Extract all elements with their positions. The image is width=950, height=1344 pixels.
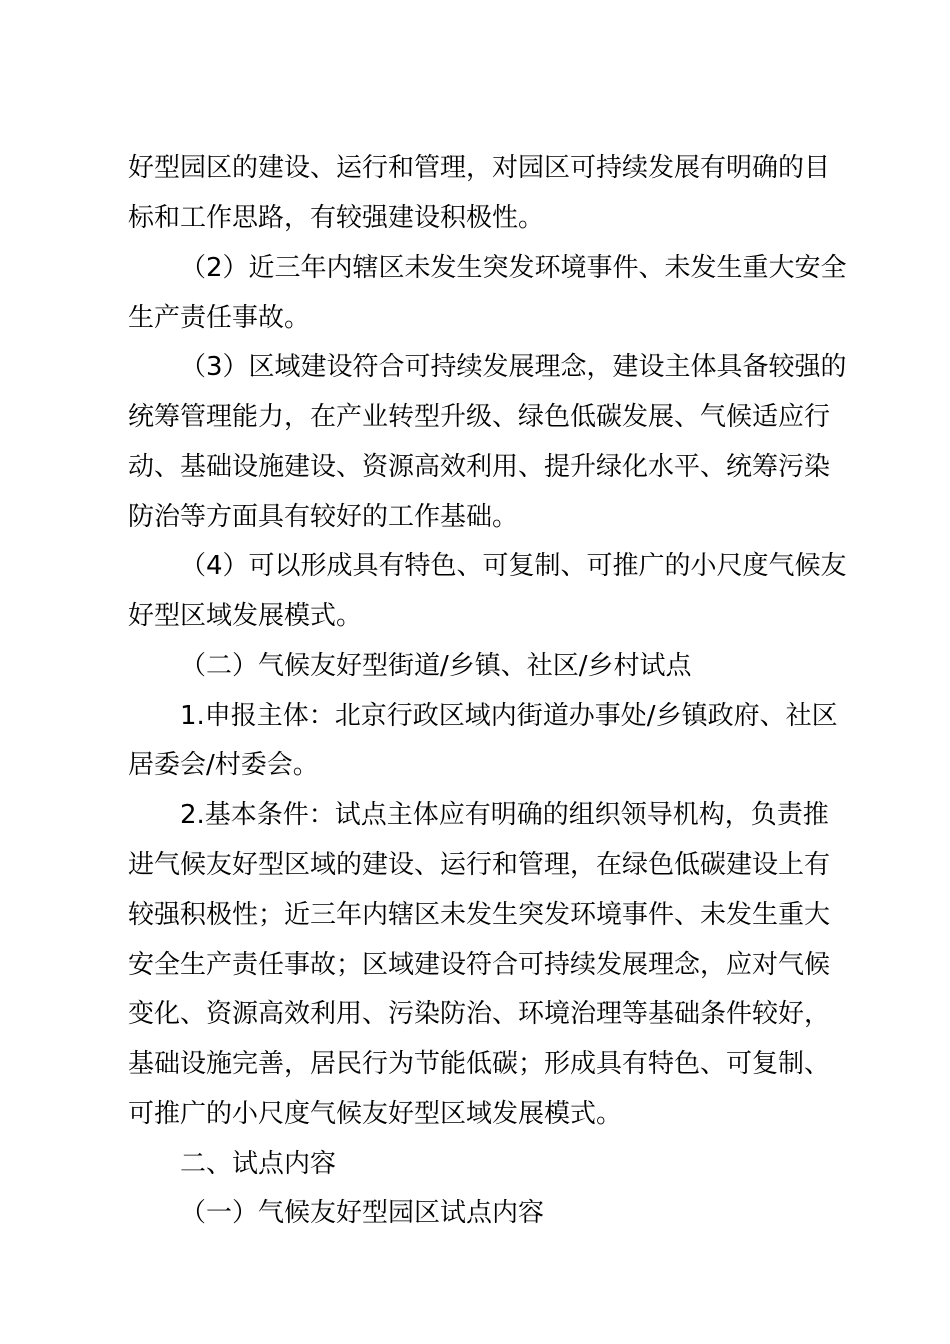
text-line: 居委会/村委会。	[128, 750, 319, 780]
text-line: （4）可以形成具有特色、可复制、可推广的小尺度气候友	[180, 551, 847, 581]
text-line: （二）气候友好型街道/乡镇、社区/乡村试点	[180, 651, 692, 681]
text-line: 标和工作思路，有较强建设积极性。	[128, 203, 545, 233]
subsection-heading: （一）气候友好型园区试点内容	[180, 1198, 545, 1228]
text-line: 1.申报主体：北京行政区域内街道办事处/乡镇政府、社区	[180, 701, 838, 731]
text-line: 进气候友好型区域的建设、运行和管理，在绿色低碳建设上有	[128, 850, 831, 880]
text-line: 动、基础设施建设、资源高效利用、提升绿化水平、统筹污染	[128, 452, 831, 482]
text-line: 生产责任事故。	[128, 303, 311, 333]
text-line: 变化、资源高效利用、污染防治、环境治理等基础条件较好，	[128, 999, 831, 1029]
text-line: 好型区域发展模式。	[128, 601, 363, 631]
text-line: （3）区域建设符合可持续发展理念，建设主体具备较强的	[180, 352, 847, 382]
text-line: 安全生产责任事故；区域建设符合可持续发展理念，应对气候	[128, 950, 831, 980]
text-line: 好型园区的建设、运行和管理，对园区可持续发展有明确的目	[128, 153, 831, 183]
text-line: （2）近三年内辖区未发生突发环境事件、未发生重大安全	[180, 253, 847, 283]
text-line: 较强积极性；近三年内辖区未发生突发环境事件、未发生重大	[128, 900, 831, 930]
text-line: 统筹管理能力，在产业转型升级、绿色低碳发展、气候适应行	[128, 402, 831, 432]
text-line: 2.基本条件：试点主体应有明确的组织领导机构，负责推	[180, 800, 829, 830]
section-heading: 二、试点内容	[180, 1149, 337, 1179]
text-line: 防治等方面具有较好的工作基础。	[128, 502, 519, 532]
text-line: 基础设施完善，居民行为节能低碳；形成具有特色、可复制、	[128, 1049, 831, 1079]
text-line: 可推广的小尺度气候友好型区域发展模式。	[128, 1099, 623, 1129]
